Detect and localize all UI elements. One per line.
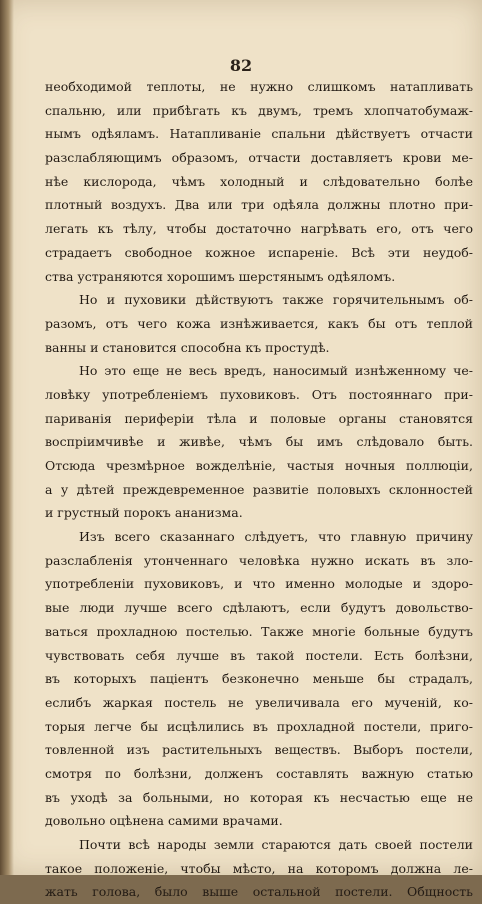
text-line: жать голова, было выше остальной постели. Общность — [45, 884, 473, 900]
text-line: воспріимчивѣе и живѣе, чѣмъ бы имъ слѣдовало быть. — [45, 434, 473, 450]
text-line: довольно оцѣнена самими врачами. — [45, 813, 283, 829]
text-line: употребленіи пуховиковъ, и что именно молодые и здоро- — [45, 576, 473, 592]
text-line: необходимой теплоты, не нужно слишкомъ натапливать — [45, 79, 473, 94]
text-line: спальню, или прибѣгать къ двумъ, тремъ хлопчатобумаж- — [45, 102, 473, 118]
text-line: легать къ тѣлу, чтобы достаточно нагрѣвать его, отъ чего — [45, 221, 473, 237]
text-line: вые люди лучше всего сдѣлаютъ, если будутъ довольство- — [45, 600, 473, 616]
text-line: торыя легче бы исцѣлились въ прохладной постели, приго- — [45, 718, 473, 734]
text-line: въ уходѣ за больными, но которая къ несчастью еще не — [45, 789, 473, 805]
text-line: Отсюда чрезмѣрное вожделѣніе, частыя ночныя поллюціи, — [45, 458, 473, 473]
text-line: товленной изъ растительныхъ веществъ. Выборъ постели, — [45, 742, 473, 758]
text-line: разслабленія утонченнаго человѣка нужно искать въ зло- — [45, 552, 473, 568]
text-line: Изъ всего сказаннаго слѣдуетъ, что главную причину — [79, 529, 473, 545]
text-line: разомъ, отъ чего кожа изнѣживается, какъ бы отъ теплой — [45, 315, 473, 331]
text-line: нымъ одѣяламъ. Натапливаніе спальни дѣйствуетъ отчасти — [45, 126, 473, 142]
text-line: такое положеніе, чтобы мѣсто, на которомъ должна ле- — [45, 860, 473, 876]
book-spine-shadow — [0, 0, 14, 875]
text-line: Почти всѣ народы земли стараются дать своей постели — [79, 837, 473, 852]
text-line: ваться прохладною постелью. Также многіе больные будутъ — [45, 623, 473, 639]
text-line: смотря по болѣзни, долженъ составлять важную статью — [45, 765, 473, 781]
text-line: Но это еще не весь вредъ, наносимый изнѣженному че- — [79, 363, 473, 379]
text-line: нѣе кислорода, чѣмъ холодный и слѣдовательно болѣе — [45, 173, 473, 189]
text-line: ловѣку употребленіемъ пуховиковъ. Отъ постояннаго при- — [45, 386, 473, 402]
text-line: въ которыхъ паціентъ безконечно меньше бы страдалъ, — [45, 671, 473, 687]
text-line: страдаетъ свободное кожное испареніе. Всѣ эти неудоб- — [45, 244, 473, 260]
text-line: разслабляющимъ образомъ, отчасти доставляетъ крови ме- — [45, 150, 473, 166]
text-line: париванія периферіи тѣла и половые органы становятся — [45, 410, 473, 426]
text-line: плотный воздухъ. Два или три одѣяла должны плотно при- — [45, 197, 473, 213]
text-line: а у дѣтей преждевременное развитіе половыхъ склонностей — [45, 481, 473, 497]
page-body-text — [45, 75, 473, 904]
text-line: и грустный порокъ ананизма. — [45, 505, 243, 521]
text-line: еслибъ жаркая постель не увеличивала его мученій, ко- — [45, 694, 473, 710]
text-line: ванны и становится способна къ простудѣ. — [45, 339, 330, 355]
text-line: ства устраняются хорошимъ шерстянымъ одѣяломъ. — [45, 268, 396, 284]
page-number: 82 — [229, 56, 253, 75]
text-line: чувствовать себя лучше въ такой постели. Есть болѣзни, — [45, 647, 473, 663]
text-line: Но и пуховики дѣйствуютъ также горячительнымъ об- — [79, 292, 473, 308]
